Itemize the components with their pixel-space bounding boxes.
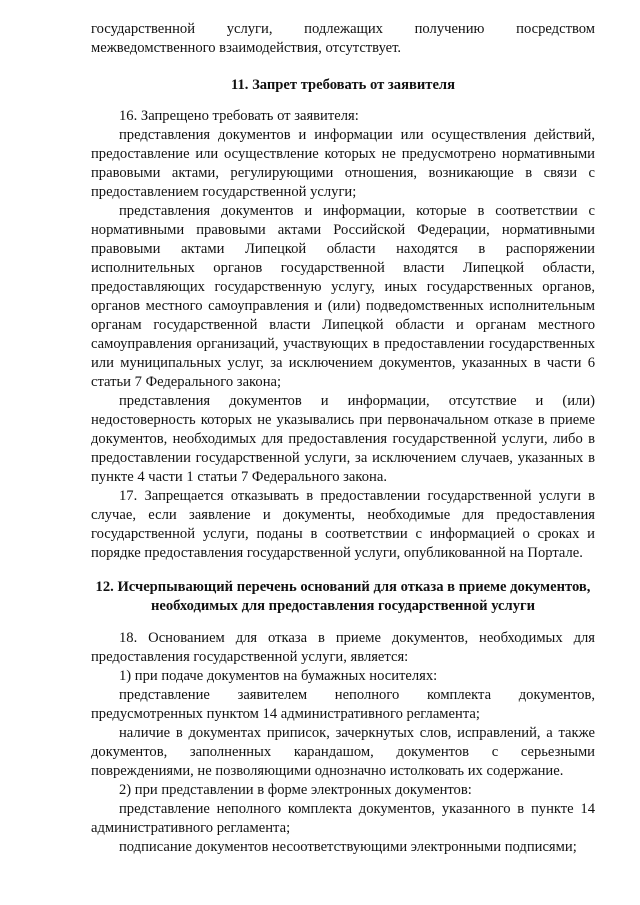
paragraph-16-item-2: представления документов и информации, которые в соответствии с нормативными правовыми актами Российской Федерации, нормативными правовыми актами Липецкой области находятся в распоряжении исполнительных органов государственной власти Липецкой области, предоставляющих государственную услугу, иных государственных органов, органов местного самоуправления и (или) подведомственных исполнительным органам государственной власти Липецкой области и органам местного самоуправления организаций, участвующих в предоставлении государственных или муниципальных услуг, за исключением документов, указанных в части 6 статьи 7 Федерального закона; xyxy=(91,203,595,390)
paragraph-18-subitem-2-b: подписание документов несоответствующими электронными подписями; xyxy=(119,839,577,855)
paragraph-16: 16. Запрещено требовать от заявителя: xyxy=(119,108,359,124)
intro-paragraph: государственной услуги, подлежащих получению посредством межведомственного взаимодействия, отсутствует. xyxy=(91,21,595,56)
paragraph-18-subitem-2: 2) при представлении в форме электронных документов: xyxy=(119,782,472,798)
paragraph-18-subitem-2-a: представление неполного комплекта документов, указанного в пункте 14 административного регламента; xyxy=(91,801,595,836)
paragraph-18-subitem-1-a: представление заявителем неполного комплекта документов, предусмотренных пунктом 14 административного регламента; xyxy=(91,687,595,722)
paragraph-16-item-3: представления документов и информации, отсутствие и (или) недостоверность которых не указывались при первоначальном отказе в приеме документов, необходимых для предоставления государственной услуги, либо в предоставлении государственной услуги, за исключением случаев, указанных в пункте 4 части 1 статьи 7 Федерального закона. xyxy=(91,393,595,485)
paragraph-17: 17. Запрещается отказывать в предоставлении государственной услуги в случае, если заявление и документы, необходимые для предоставления государственной услуги, поданы в соответствии с информацией о сроках и порядке предоставления государственной услуги, опубликованной на Портале. xyxy=(91,488,595,561)
document-content xyxy=(91,20,595,857)
section-11-heading: 11. Запрет требовать от заявителя xyxy=(230,77,456,93)
paragraph-18-subitem-1: 1) при подаче документов на бумажных носителях: xyxy=(119,668,438,684)
section-12-heading: 12. Исчерпывающий перечень оснований для отказа в приеме документов, необходимых для предоставления государственной услуги xyxy=(95,579,591,614)
paragraph-18-subitem-1-b: наличие в документах приписок, зачеркнутых слов, исправлений, а также документов, заполненных карандашом, документов с серьезными повреждениями, не позволяющими однозначно истолковать их содержание. xyxy=(91,725,595,779)
paragraph-16-item-1: представления документов и информации или осуществления действий, предоставление или осуществление которых не предусмотрено нормативными правовыми актами, регулирующими отношения, возникающие в связи с предоставлением государственной услуги; xyxy=(91,127,595,200)
paragraph-18: 18. Основанием для отказа в приеме документов, необходимых для предоставления государственной услуги, является: xyxy=(91,630,595,665)
